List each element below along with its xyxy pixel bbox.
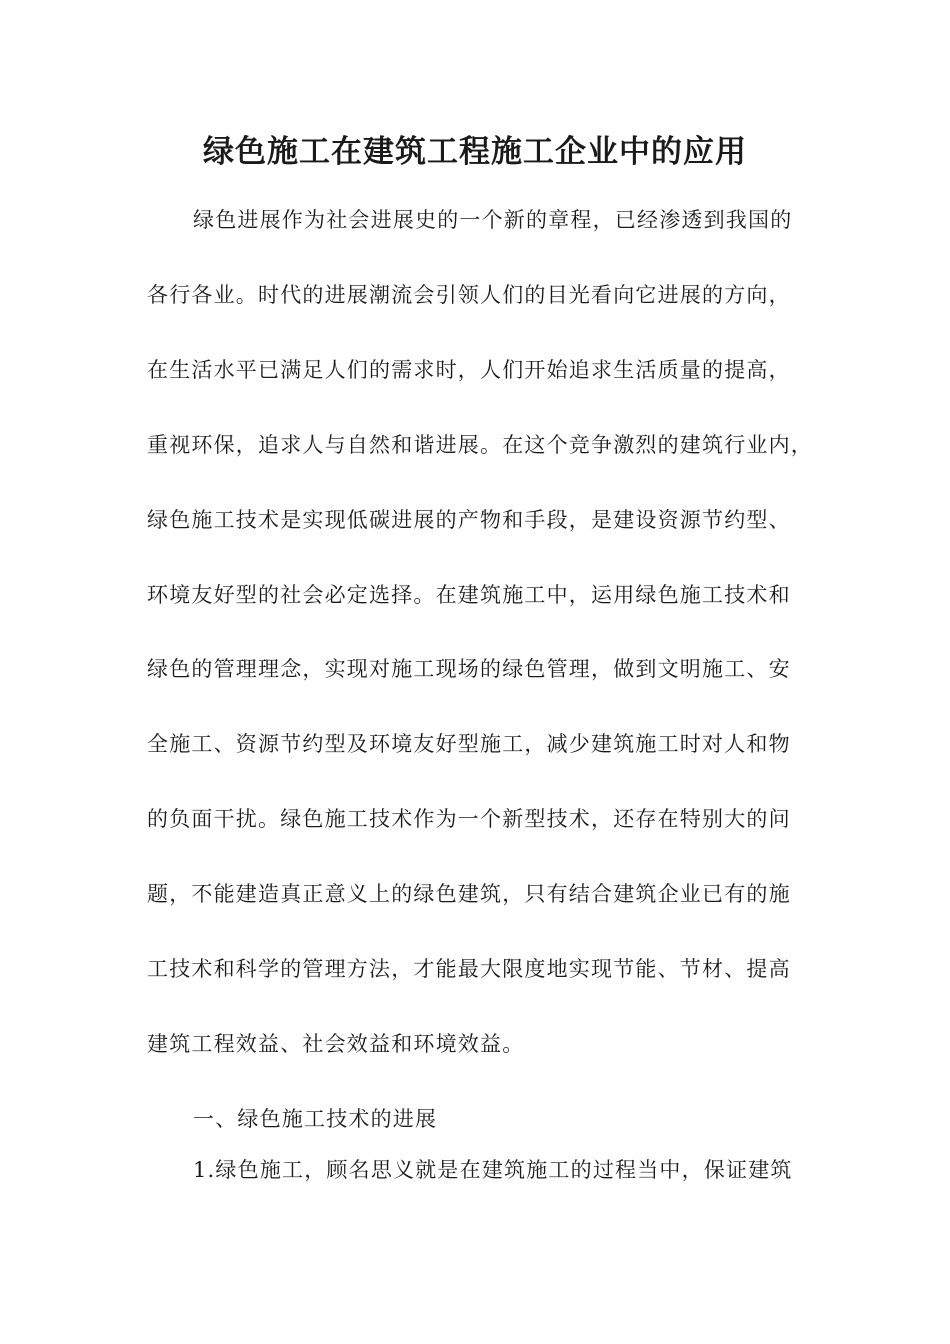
paragraph-line: 环境友好型的社会必定选择。在建筑施工中，运用绿色施工技术和 xyxy=(147,583,791,607)
paragraph-line: 在生活水平已满足人们的需求时，人们开始追求生活质量的提高， xyxy=(147,358,791,382)
paragraph-line: 1.绿色施工，顾名思义就是在建筑施工的过程当中，保证建筑 xyxy=(193,1158,793,1182)
paragraph-line: 绿色施工技术是实现低碳进展的产物和手段，是建设资源节约型、 xyxy=(147,508,791,532)
paragraph-line: 绿色的管理理念，实现对施工现场的绿色管理，做到文明施工、安 xyxy=(147,657,791,681)
paragraph-line: 各行各业。时代的进展潮流会引领人们的目光看向它进展的方向， xyxy=(147,283,791,307)
paragraph-line: 建筑工程效益、社会效益和环境效益。 xyxy=(147,1032,525,1056)
paragraph-line: 重视环保，追求人与自然和谐进展。在这个竞争激烈的建筑行业内， xyxy=(147,433,813,457)
paragraph-line: 工技术和科学的管理方法，才能最大限度地实现节能、节材、提高 xyxy=(147,957,791,981)
paragraph-line: 题，不能建造真正意义上的绿色建筑，只有结合建筑企业已有的施 xyxy=(147,882,791,906)
paragraph-line: 全施工、资源节约型及环境友好型施工，减少建筑施工时对人和物 xyxy=(147,732,791,756)
section-heading: 一、绿色施工技术的进展 xyxy=(193,1107,438,1131)
paragraph-line: 的负面干扰。绿色施工技术作为一个新型技术，还存在特别大的问 xyxy=(147,807,791,831)
document-title: 绿色施工在建筑工程施工企业中的应用 xyxy=(203,134,747,170)
paragraph-line: 绿色进展作为社会进展史的一个新的章程，已经渗透到我国的 xyxy=(193,208,793,232)
